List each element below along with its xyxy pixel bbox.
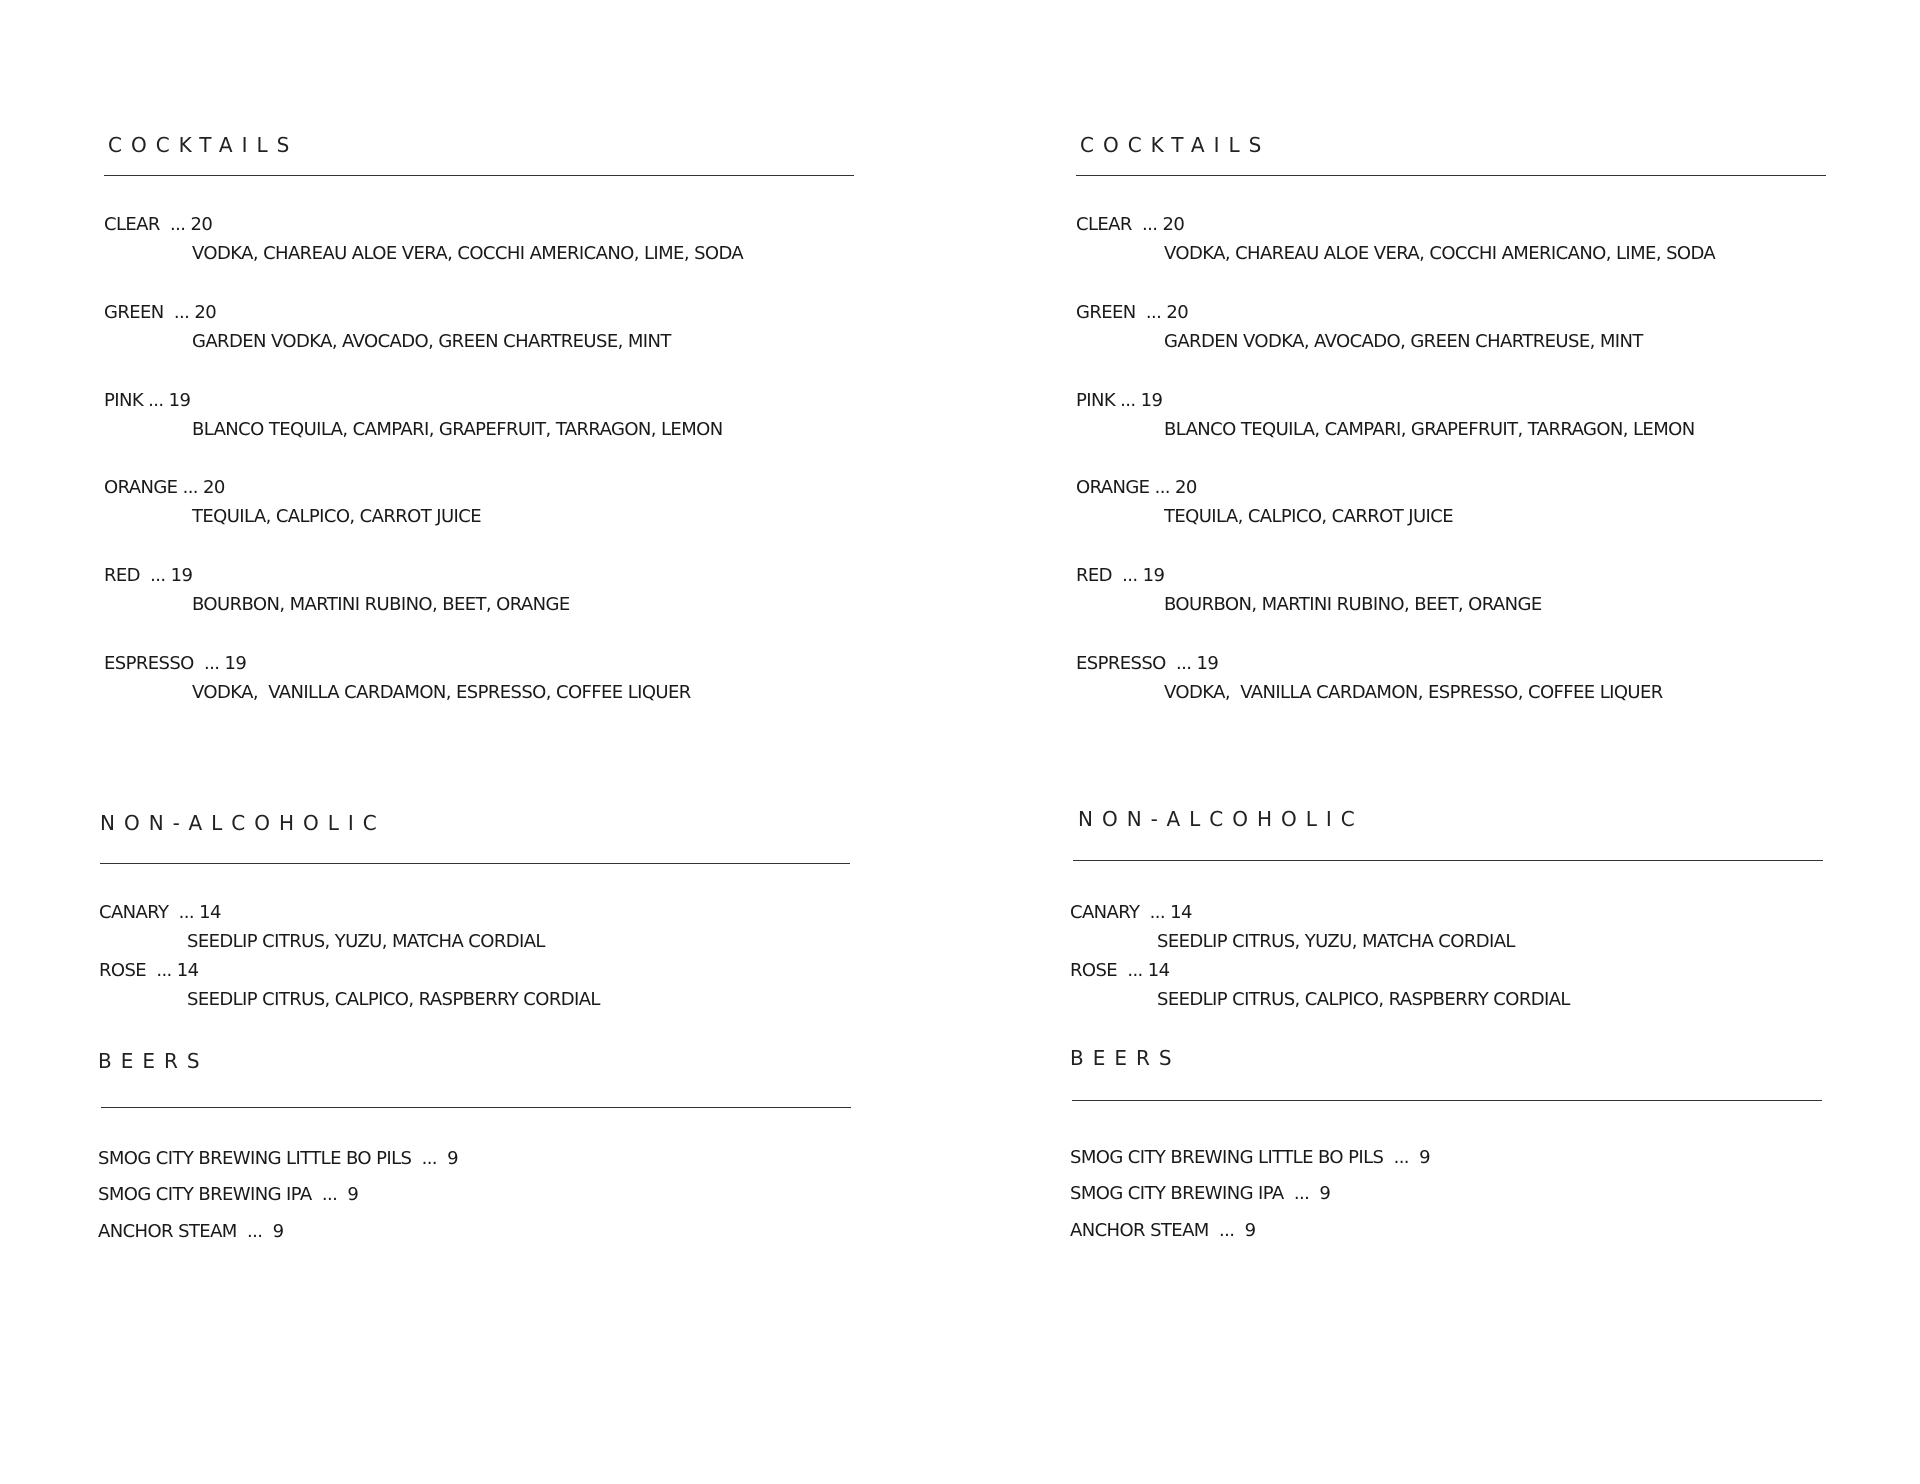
beer-item: SMOG CITY BREWING IPA ... 9 [98,1184,359,1205]
beer-item: SMOG CITY BREWING LITTLE BO PILS ... 9 [1070,1147,1431,1168]
beer-item: ANCHOR STEAM ... 9 [98,1221,284,1242]
beers-divider [1072,1100,1822,1101]
beers-heading: BEERS [1070,1046,1181,1070]
cocktail-description: BLANCO TEQUILA, CAMPARI, GRAPEFRUIT, TARRAGON, LEMON [1164,419,1695,440]
cocktail-name: GREEN ... 20 [104,302,217,323]
cocktail-description: BLANCO TEQUILA, CAMPARI, GRAPEFRUIT, TARRAGON, LEMON [192,419,723,440]
cocktails-heading: COCKTAILS [1080,133,1271,157]
non-alcoholic-name: CANARY ... 14 [99,902,221,923]
cocktail-name: PINK ... 19 [1076,390,1163,411]
cocktail-name: ESPRESSO ... 19 [104,653,247,674]
non-alcoholic-heading: NON-ALCOHOLIC [100,811,386,835]
beer-item: SMOG CITY BREWING IPA ... 9 [1070,1183,1331,1204]
cocktail-name: PINK ... 19 [104,390,191,411]
non-alcoholic-description: SEEDLIP CITRUS, CALPICO, RASPBERRY CORDIAL [187,989,600,1010]
non-alcoholic-name: ROSE ... 14 [99,960,199,981]
cocktail-description: VODKA, VANILLA CARDAMON, ESPRESSO, COFFEE LIQUER [1164,682,1663,703]
cocktail-name: GREEN ... 20 [1076,302,1189,323]
cocktails-divider [1076,175,1826,176]
beers-divider [101,1107,851,1108]
cocktail-description: BOURBON, MARTINI RUBINO, BEET, ORANGE [192,594,570,615]
cocktail-name: CLEAR ... 20 [104,214,213,235]
menu-panel-left [98,0,878,1484]
non-alcoholic-name: ROSE ... 14 [1070,960,1170,981]
non-alcoholic-description: SEEDLIP CITRUS, YUZU, MATCHA CORDIAL [1157,931,1515,952]
menu-panel-right [1070,0,1850,1484]
cocktail-name: RED ... 19 [104,565,193,586]
cocktail-description: VODKA, CHAREAU ALOE VERA, COCCHI AMERICANO, LIME, SODA [192,243,744,264]
non-alcoholic-divider [100,863,850,864]
cocktail-description: VODKA, CHAREAU ALOE VERA, COCCHI AMERICANO, LIME, SODA [1164,243,1716,264]
beer-item: ANCHOR STEAM ... 9 [1070,1220,1256,1241]
cocktail-description: GARDEN VODKA, AVOCADO, GREEN CHARTREUSE, MINT [1164,331,1643,352]
cocktail-description: TEQUILA, CALPICO, CARROT JUICE [1164,506,1453,527]
beers-heading: BEERS [98,1049,209,1073]
cocktail-description: VODKA, VANILLA CARDAMON, ESPRESSO, COFFEE LIQUER [192,682,691,703]
non-alcoholic-divider [1073,860,1823,861]
cocktails-divider [104,175,854,176]
non-alcoholic-description: SEEDLIP CITRUS, CALPICO, RASPBERRY CORDIAL [1157,989,1570,1010]
cocktail-name: ESPRESSO ... 19 [1076,653,1219,674]
non-alcoholic-heading: NON-ALCOHOLIC [1078,807,1364,831]
non-alcoholic-description: SEEDLIP CITRUS, YUZU, MATCHA CORDIAL [187,931,545,952]
cocktail-description: GARDEN VODKA, AVOCADO, GREEN CHARTREUSE, MINT [192,331,671,352]
cocktail-name: CLEAR ... 20 [1076,214,1185,235]
cocktail-description: BOURBON, MARTINI RUBINO, BEET, ORANGE [1164,594,1542,615]
cocktail-name: ORANGE ... 20 [1076,477,1197,498]
cocktail-name: RED ... 19 [1076,565,1165,586]
beer-item: SMOG CITY BREWING LITTLE BO PILS ... 9 [98,1148,459,1169]
non-alcoholic-name: CANARY ... 14 [1070,902,1192,923]
cocktails-heading: COCKTAILS [108,133,299,157]
cocktail-description: TEQUILA, CALPICO, CARROT JUICE [192,506,481,527]
cocktail-name: ORANGE ... 20 [104,477,225,498]
